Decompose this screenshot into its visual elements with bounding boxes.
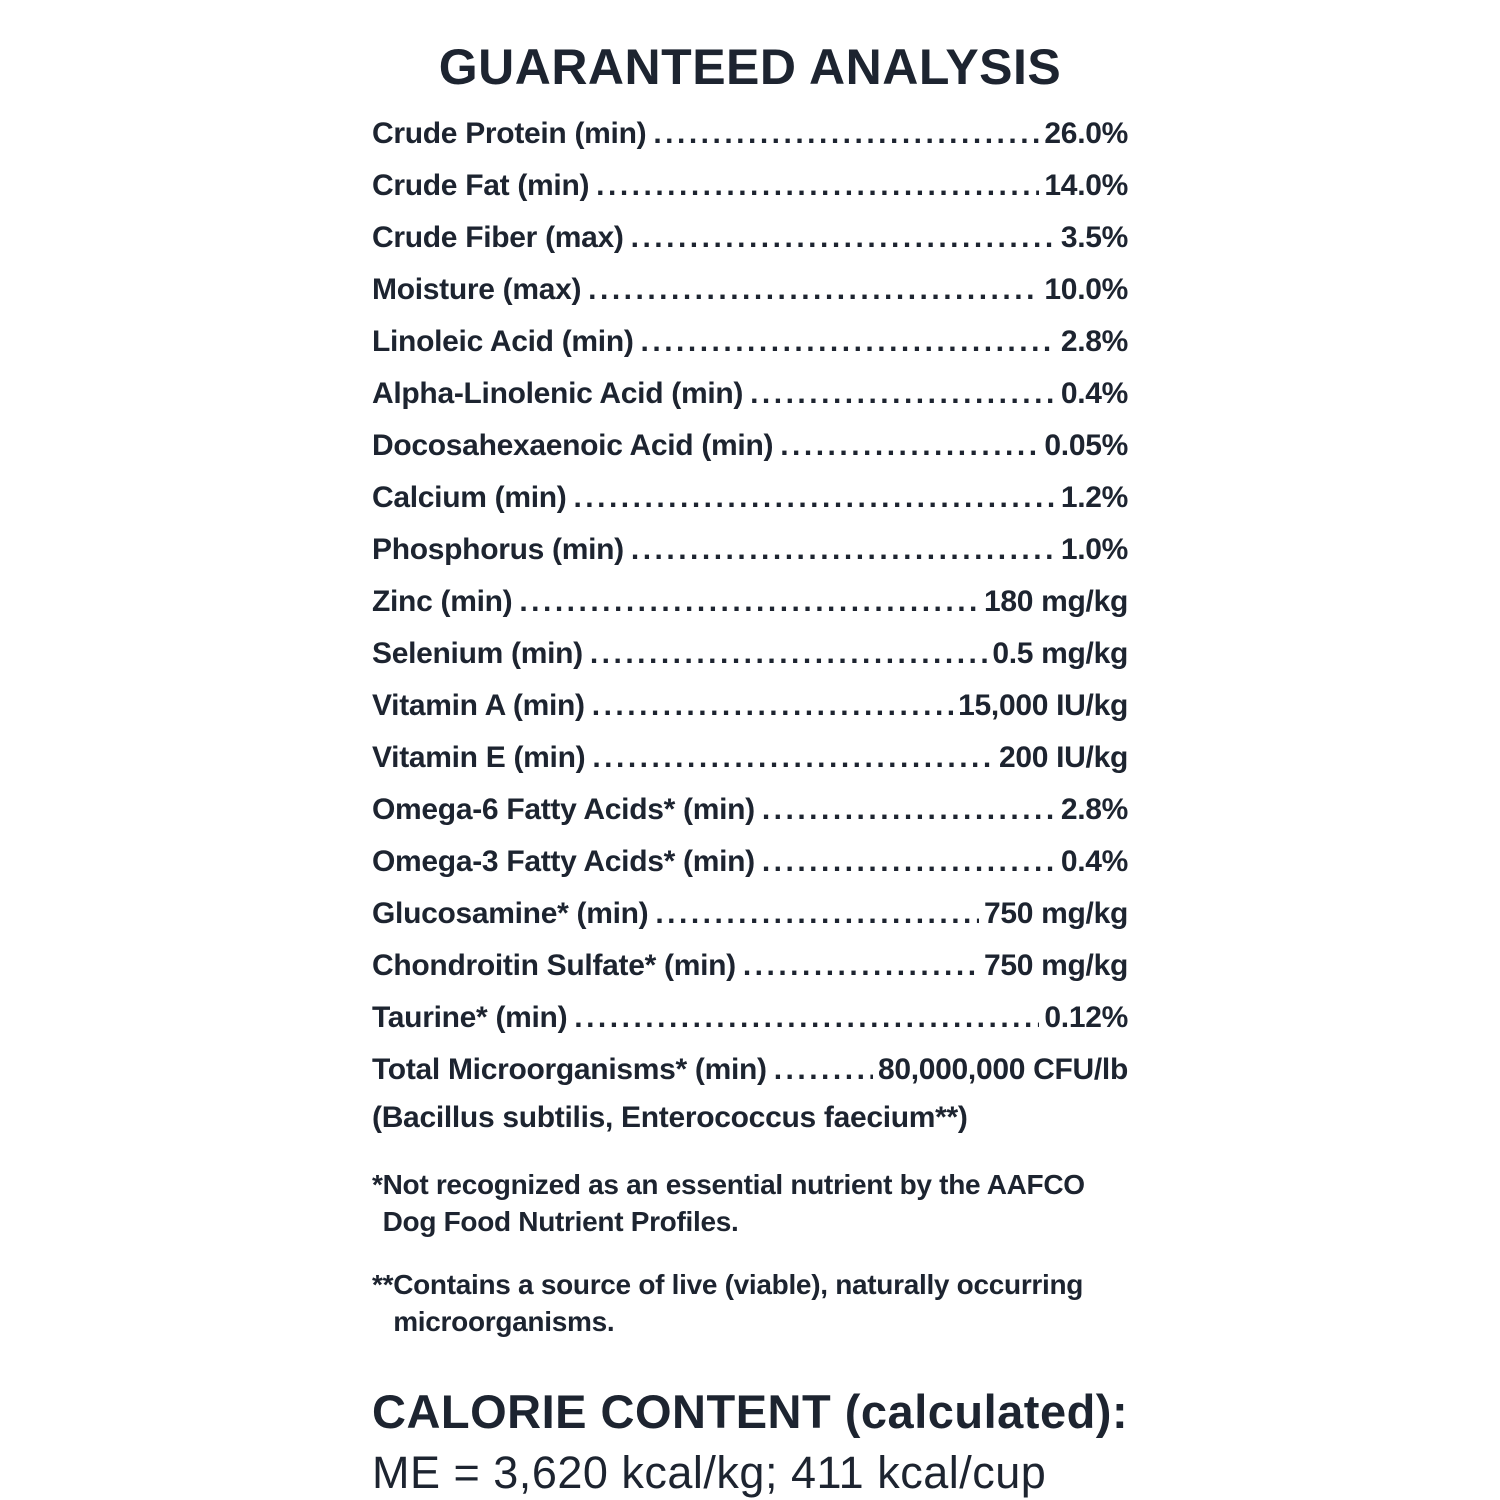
- nutrient-value: 0.4%: [1060, 845, 1128, 878]
- dot-leader: [641, 316, 1056, 368]
- nutrient-label: Vitamin A (min): [372, 689, 585, 722]
- nutrient-label: Crude Protein (min): [372, 117, 647, 150]
- nutrient-value: 0.05%: [1044, 429, 1128, 462]
- nutrient-label: Zinc (min): [372, 585, 513, 618]
- analysis-row: [372, 212, 1128, 264]
- dot-leader: [592, 680, 953, 732]
- nutrient-label: Crude Fiber (max): [372, 221, 624, 254]
- nutrient-label: Total Microorganisms* (min): [372, 1053, 767, 1086]
- dot-leader: [655, 888, 979, 940]
- analysis-row: [372, 888, 1128, 940]
- calorie-content-value: ME = 3,620 kcal/kg; 411 kcal/cup: [372, 1446, 1047, 1498]
- guaranteed-analysis-label: [372, 0, 1128, 1497]
- nutrient-value: 2.8%: [1060, 793, 1128, 826]
- analysis-row: [372, 992, 1128, 1044]
- nutrient-label: Crude Fat (min): [372, 169, 590, 202]
- analysis-row: [372, 420, 1128, 472]
- nutrient-label: Chondroitin Sulfate* (min): [372, 949, 736, 982]
- nutrient-value: 15,000 IU/kg: [958, 689, 1128, 722]
- analysis-row: [372, 940, 1128, 992]
- dot-leader: [574, 992, 1039, 1044]
- dot-leader: [774, 1044, 873, 1096]
- dot-leader: [631, 212, 1056, 264]
- dot-leader: [519, 576, 979, 628]
- calorie-content-section: [372, 1386, 1128, 1497]
- nutrient-label: Alpha-Linolenic Acid (min): [372, 377, 744, 410]
- analysis-row: [372, 160, 1128, 212]
- nutrient-value: 0.4%: [1060, 377, 1128, 410]
- footnote: [372, 1266, 1128, 1340]
- dot-leader: [573, 472, 1055, 524]
- footnotes: [372, 1166, 1128, 1340]
- analysis-row: [372, 576, 1128, 628]
- nutrient-value: 200 IU/kg: [998, 741, 1128, 774]
- nutrient-label: Omega-6 Fatty Acids* (min): [372, 793, 755, 826]
- analysis-row: [372, 108, 1128, 160]
- dot-leader: [780, 420, 1039, 472]
- nutrient-label: Docosahexaenoic Acid (min): [372, 429, 774, 462]
- nutrient-value: 0.5 mg/kg: [992, 637, 1128, 670]
- analysis-row: [372, 1044, 1128, 1096]
- analysis-row: [372, 836, 1128, 888]
- nutrient-label: Moisture (max): [372, 273, 582, 306]
- analysis-row: [372, 680, 1128, 732]
- nutrient-value: 2.8%: [1060, 325, 1128, 358]
- footnote: [372, 1166, 1128, 1240]
- analysis-row: [372, 316, 1128, 368]
- dot-leader: [743, 940, 979, 992]
- nutrient-value: 1.0%: [1060, 533, 1128, 566]
- dot-leader: [631, 524, 1056, 576]
- nutrient-value: 26.0%: [1044, 117, 1128, 150]
- nutrient-label: Taurine* (min): [372, 1001, 568, 1034]
- nutrient-value: 750 mg/kg: [983, 897, 1128, 930]
- dot-leader: [592, 732, 994, 784]
- nutrient-value: 1.2%: [1060, 481, 1128, 514]
- nutrient-value: 180 mg/kg: [983, 585, 1128, 618]
- dot-leader: [588, 264, 1039, 316]
- footnote-marker: **: [372, 1269, 394, 1300]
- dot-leader: [762, 784, 1056, 836]
- dot-leader: [750, 368, 1056, 420]
- nutrient-label: Linoleic Acid (min): [372, 325, 634, 358]
- dot-leader: [590, 628, 987, 680]
- analysis-row: [372, 264, 1128, 316]
- analysis-table: [372, 108, 1128, 1096]
- analysis-row: [372, 368, 1128, 420]
- footnote-text: Contains a source of live (viable), naturally occurring microorganisms.: [393, 1269, 1084, 1337]
- calorie-content-heading: CALORIE CONTENT (calculated):: [372, 1385, 1129, 1438]
- microorganism-species-note: (Bacillus subtilis, Enterococcus faecium**): [372, 1101, 968, 1134]
- nutrient-label: Vitamin E (min): [372, 741, 586, 774]
- analysis-row: [372, 524, 1128, 576]
- nutrient-value: 80,000,000 CFU/lb: [877, 1053, 1128, 1086]
- analysis-row: [372, 628, 1128, 680]
- nutrient-label: Phosphorus (min): [372, 533, 624, 566]
- nutrient-value: 14.0%: [1044, 169, 1128, 202]
- dot-leader: [596, 160, 1039, 212]
- dot-leader: [762, 836, 1056, 888]
- footnote-text: Not recognized as an essential nutrient by the AAFCO Dog Food Nutrient Profiles.: [382, 1169, 1085, 1237]
- analysis-row: [372, 472, 1128, 524]
- analysis-row: [372, 784, 1128, 836]
- nutrient-value: 0.12%: [1044, 1001, 1128, 1034]
- dot-leader: [653, 108, 1039, 160]
- nutrient-value: 3.5%: [1060, 221, 1128, 254]
- nutrient-label: Selenium (min): [372, 637, 583, 670]
- page-title: GUARANTEED ANALYSIS: [438, 39, 1062, 95]
- analysis-row: [372, 732, 1128, 784]
- footnote-marker: *: [372, 1169, 383, 1200]
- nutrient-label: Calcium (min): [372, 481, 567, 514]
- nutrient-value: 750 mg/kg: [983, 949, 1128, 982]
- nutrient-label: Omega-3 Fatty Acids* (min): [372, 845, 755, 878]
- nutrient-value: 10.0%: [1044, 273, 1128, 306]
- nutrient-label: Glucosamine* (min): [372, 897, 649, 930]
